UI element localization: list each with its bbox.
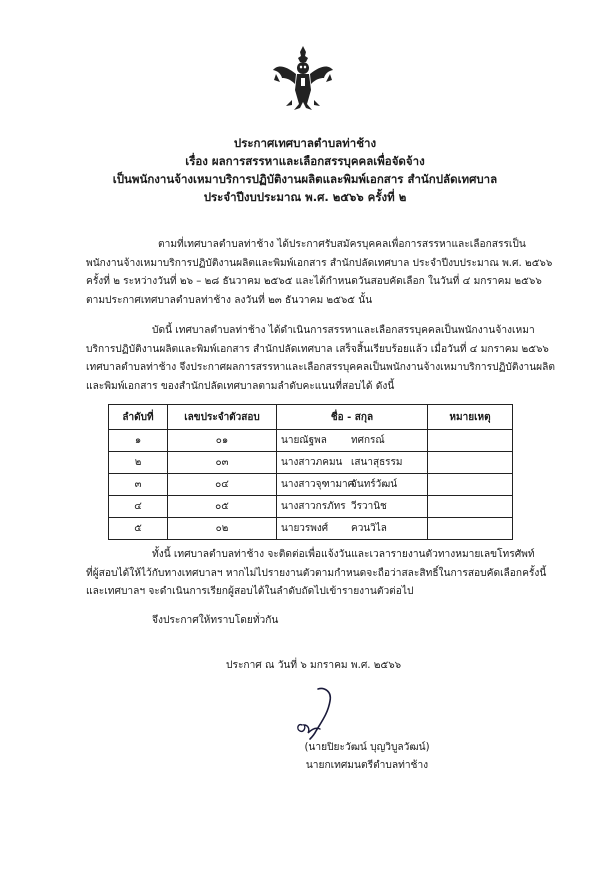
paragraph-1 — [86, 236, 556, 310]
paragraph-3-line: ทั้งนี้ เทศบาลตำบลท่าช้าง จะติดต่อเพื่อแจ้งวันและเวลารายงานตัวทางหมายเลขโทรศัพท์ — [152, 549, 535, 560]
paragraph-2-line: บัดนี้ เทศบาลตำบลท่าช้าง ได้ดำเนินการสรรหาและเลือกสรรบุคคลเป็นพนักงานจ้างเหมา — [152, 325, 535, 336]
cell-exam-number: ๐๔ — [168, 474, 277, 496]
paragraph-2-line: บริการปฏิบัติงานผลิตและพิมพ์เอกสาร สำนักปลัดเทศบาล เสร็จสิ้นเรียบร้อยแล้ว เมื่อวันที่ ๔ มกราคม ๒๕๖๖ — [86, 343, 549, 355]
last-name: จันทร์วัฒน์ — [351, 479, 398, 490]
paragraph-1-line: ครั้งที่ ๒ ระหว่างวันที่ ๒๖ – ๒๘ ธันวาคม ๒๕๖๕ และได้กำหนดวันสอบคัดเลือก ในวันที่ ๔ มกราคม ๒๕๖๖ — [86, 276, 542, 287]
table-row — [109, 496, 513, 518]
title-line-1: ประกาศเทศบาลตำบลท่าช้าง — [233, 136, 377, 150]
table-row — [109, 430, 513, 452]
cell-remarks — [428, 430, 513, 452]
cell-rank: ๕ — [109, 518, 168, 540]
cell-rank: ๓ — [109, 474, 168, 496]
cell-full-name — [277, 430, 428, 452]
signer-name: (นายปิยะวัฒน์ บุญวิบูลวัฒน์) — [304, 742, 430, 753]
first-name: นางสาวกรภัทร — [281, 501, 346, 512]
garuda-emblem-icon — [272, 44, 334, 114]
paragraph-2-line: เทศบาลตำบลท่าช้าง จึงประกาศผลการสรรหาและเลือกสรรบุคคลเป็นพนักงานจ้างเหมาบริการปฏิบัติงานผลิต — [86, 362, 555, 373]
cell-exam-number: ๐๓ — [168, 452, 277, 474]
paragraph-1-line: พนักงานจ้างเหมาบริการปฏิบัติงานผลิตและพิมพ์เอกสาร สำนักปลัดเทศบาล ประจำปีงบประมาณ พ.ศ. ๒๕๖๖ — [86, 257, 553, 269]
cell-exam-number: ๐๑ — [168, 430, 277, 452]
cell-full-name — [277, 496, 428, 518]
last-name: วีรวานิช — [351, 501, 387, 512]
cell-exam-number: ๐๕ — [168, 496, 277, 518]
cell-remarks — [428, 496, 513, 518]
signer-position: นายกเทศมนตรีตำบลท่าช้าง — [305, 760, 429, 771]
title-line-4: ประจำปีงบประมาณ พ.ศ. ๒๕๖๖ ครั้งที่ ๒ — [203, 190, 407, 204]
cell-rank: ๒ — [109, 452, 168, 474]
cell-remarks — [428, 452, 513, 474]
cell-full-name — [277, 452, 428, 474]
paragraph-3-line: และเทศบาลฯ จะดำเนินการเรียกผู้สอบได้ในลำดับถัดไปเข้ารายงานตัวต่อไป — [86, 586, 414, 597]
cell-remarks — [428, 474, 513, 496]
paragraph-1-line: ตามประกาศเทศบาลตำบลท่าช้าง ลงวันที่ ๒๓ ธันวาคม ๒๕๖๕ นั้น — [86, 294, 373, 306]
header-remarks: หมายเหตุ — [428, 405, 513, 430]
paragraph-1-line: ตามที่เทศบาลตำบลท่าช้าง ได้ประกาศรับสมัครบุคคลเพื่อการสรรหาและเลือกสรรเป็น — [158, 239, 526, 250]
first-name: นายณัฐพล — [281, 435, 327, 446]
table-header-row — [109, 405, 513, 430]
last-name: ทศกรณ์ — [351, 435, 385, 446]
cell-full-name — [277, 474, 428, 496]
cell-rank: ๑ — [109, 430, 168, 452]
last-name: ควนวิไล — [351, 523, 387, 534]
paragraph-3 — [86, 546, 556, 602]
paragraph-2 — [86, 322, 556, 396]
results-table — [108, 404, 513, 540]
title-line-3: เป็นพนักงานจ้างเหมาบริการปฏิบัติงานผลิตและพิมพ์เอกสาร สำนักปลัดเทศบาล — [112, 172, 498, 186]
first-name: นางสาวภคมน — [281, 457, 343, 468]
cell-full-name — [277, 518, 428, 540]
first-name: นางสาวจุฑามาศ — [281, 479, 354, 490]
cell-remarks — [428, 518, 513, 540]
cell-exam-number: ๐๒ — [168, 518, 277, 540]
header-rank: ลำดับที่ — [109, 405, 168, 430]
handwritten-signature-icon — [264, 685, 354, 745]
announcement-date: ประกาศ ณ วันที่ ๖ มกราคม พ.ศ. ๒๕๖๖ — [226, 660, 402, 671]
cell-rank: ๔ — [109, 496, 168, 518]
closing-statement: จึงประกาศให้ทราบโดยทั่วกัน — [152, 615, 279, 626]
signer-block — [272, 739, 462, 775]
header-exam-number: เลขประจำตัวสอบ — [168, 405, 277, 430]
paragraph-2-line: และพิมพ์เอกสาร ของสำนักปลัดเทศบาลตามลำดับคะแนนที่สอบได้ ดังนี้ — [86, 380, 395, 392]
header-full-name: ชื่อ - สกุล — [277, 405, 428, 430]
announcement-title — [60, 134, 550, 206]
table-row — [109, 452, 513, 474]
last-name: เสนาสุธรรม — [351, 457, 403, 468]
paragraph-3-line: ที่ผู้สอบได้ให้ไว้กับทางเทศบาลฯ หากไม่ไปรายงานตัวตามกำหนดจะถือว่าสละสิทธิ์ในการสอบคัดเลือกครั้งนี้ — [86, 567, 547, 579]
table-row — [109, 518, 513, 540]
title-line-2: เรื่อง ผลการสรรหาและเลือกสรรบุคคลเพื่อจัดจ้าง — [185, 154, 425, 168]
first-name: นายวรพงศ์ — [281, 523, 329, 534]
table-row — [109, 474, 513, 496]
